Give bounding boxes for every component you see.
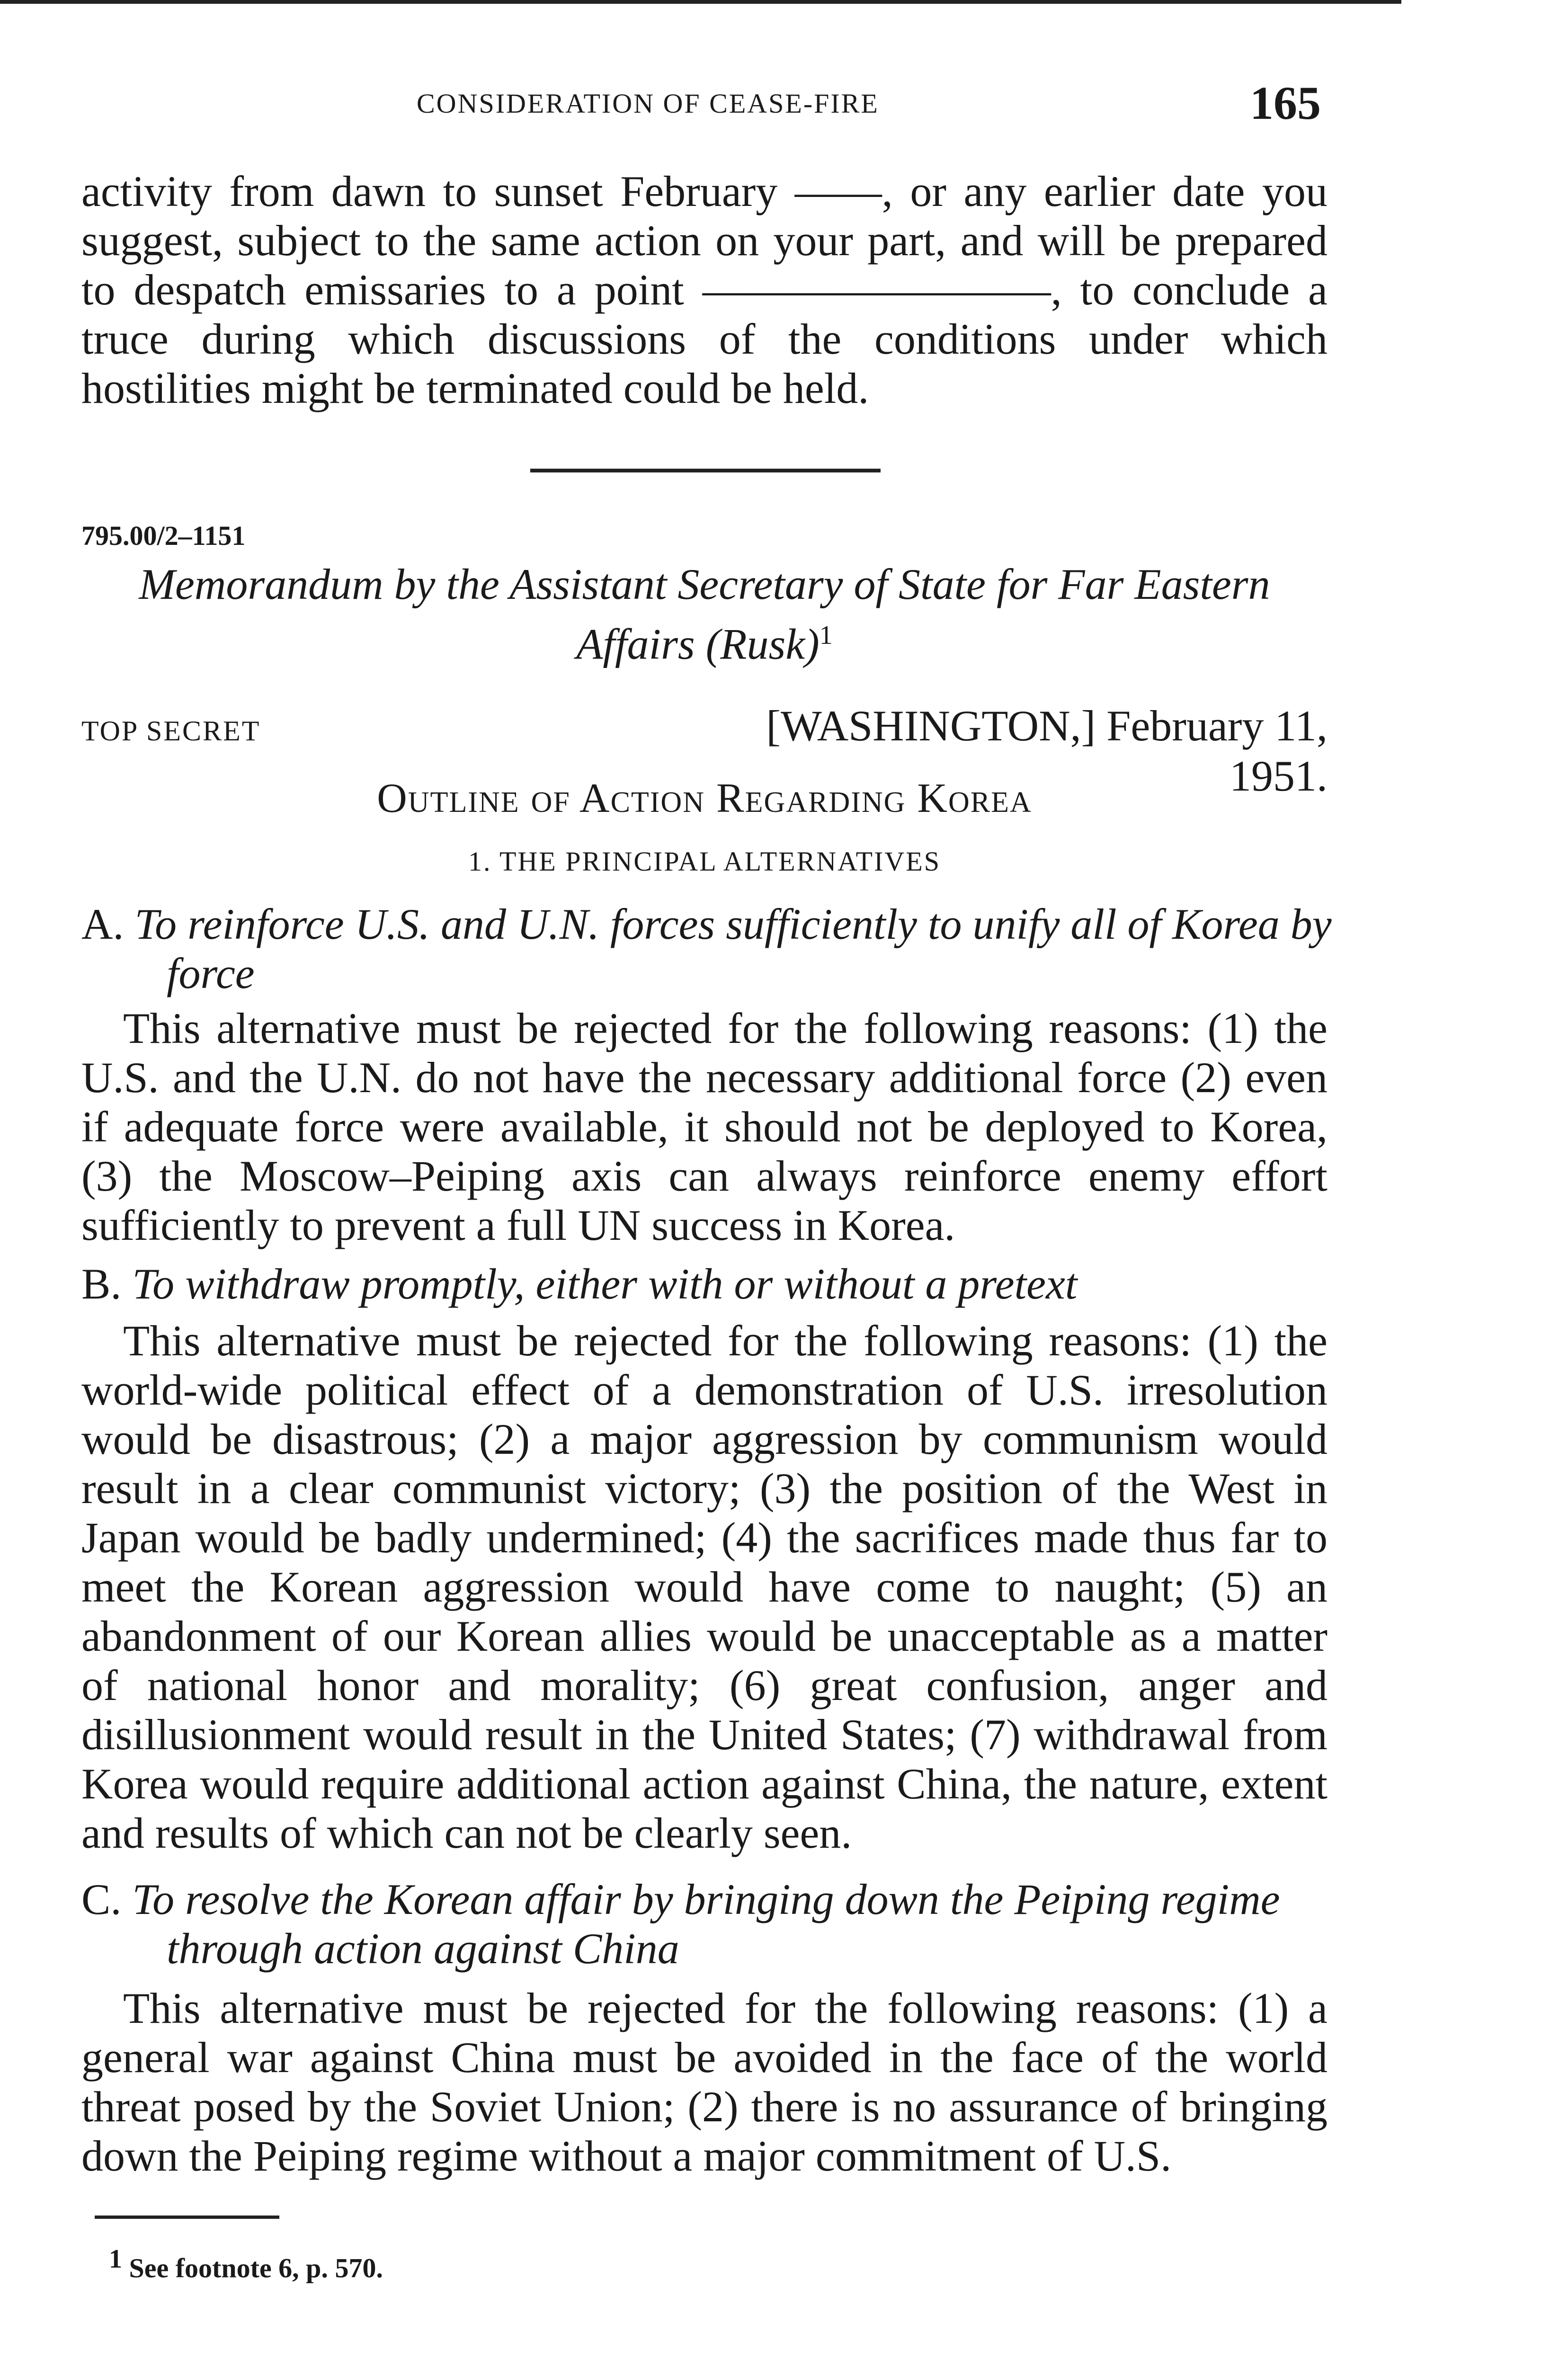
footnote-text: See footnote 6, p. 570. [129,2252,383,2284]
alternative-a-body: This alternative must be rejected for the following reasons: (1) the U.S. and the U.N. do not have the necessary additional force (2) even if adequate force were available, it should not be deployed to Korea, (3) the Moscow–Peiping axis can always reinforce enemy effort sufficiently to prevent a full UN success in Korea. [81,1004,1327,1249]
running-head: CONSIDERATION OF CEASE-FIRE [417,88,879,119]
footnote-mark: 1 [109,2244,122,2274]
alternative-c-letter: C. [81,1875,122,1923]
alternative-c-heading [81,1875,1413,1973]
alternative-c-body: This alternative must be rejected for the following reasons: (1) a general war against China must be avoided in the face of the world threat posed by the Soviet Union; (2) there is no assurance of bringing down the Peiping regime without a major commitment of U.S. [81,1984,1327,2180]
memo-title [81,559,1327,670]
footnote [109,2244,383,2284]
page-number: 165 [1250,77,1321,129]
section-separator [530,469,881,472]
alternative-b-body: This alternative must be rejected for the following reasons: (1) the world-wide political effect of a demonstration of U.S. irresolution would be disastrous; (2) a major aggression by communism would result in a clear communist victory; (3) the position of the West in Japan would be badly undermined; (4) the sacrifices made thus far to meet the Korean aggression would have come to naught; (5) an abandonment of our Korean allies would be unacceptable as a matter of national honor and morality; (6) great confusion, anger and disillusionment would result in the United States; (7) withdrawal from Korea would require additional action against China, the nature, extent and results of which can not be clearly seen. [81,1317,1327,1857]
file-number: 795.00/2–1151 [81,520,246,551]
dateline: [WASHINGTON,] February 11, 1951. [766,702,1327,800]
footnote-rule [95,2216,279,2219]
alternative-a-title: To reinforce U.S. and U.N. forces sufficiently to unify all of Korea by force [134,900,1332,997]
top-border-rule [0,0,1401,4]
classification: TOP SECRET [81,715,261,747]
outline-title: Outline of Action Regarding Korea [377,775,1032,821]
alternative-a-heading [81,899,1413,998]
alternative-b-heading [81,1259,1413,1308]
alternative-c-title: To resolve the Korean affair by bringing down the Peiping regime through action against China [132,1875,1280,1973]
alternative-b-letter: B. [81,1260,122,1308]
alternative-b-title: To withdraw promptly, either with or without a pretext [132,1260,1078,1308]
section-title: 1. THE PRINCIPAL ALTERNATIVES [468,846,941,877]
memo-title-text: Memorandum by the Assistant Secretary of State for Far Eastern Affairs (Rusk) [139,560,1270,668]
intro-paragraph: activity from dawn to sunset February ——, or any earlier date you suggest, subject to the same action on your part, and will be prepared to despatch emissaries to a point ————————, to conclude a truce during which discussions of the conditions under which hostilities might be terminated could be held. [81,167,1327,412]
alternative-a-letter: A. [81,900,124,948]
title-footnote-mark: 1 [819,621,833,650]
